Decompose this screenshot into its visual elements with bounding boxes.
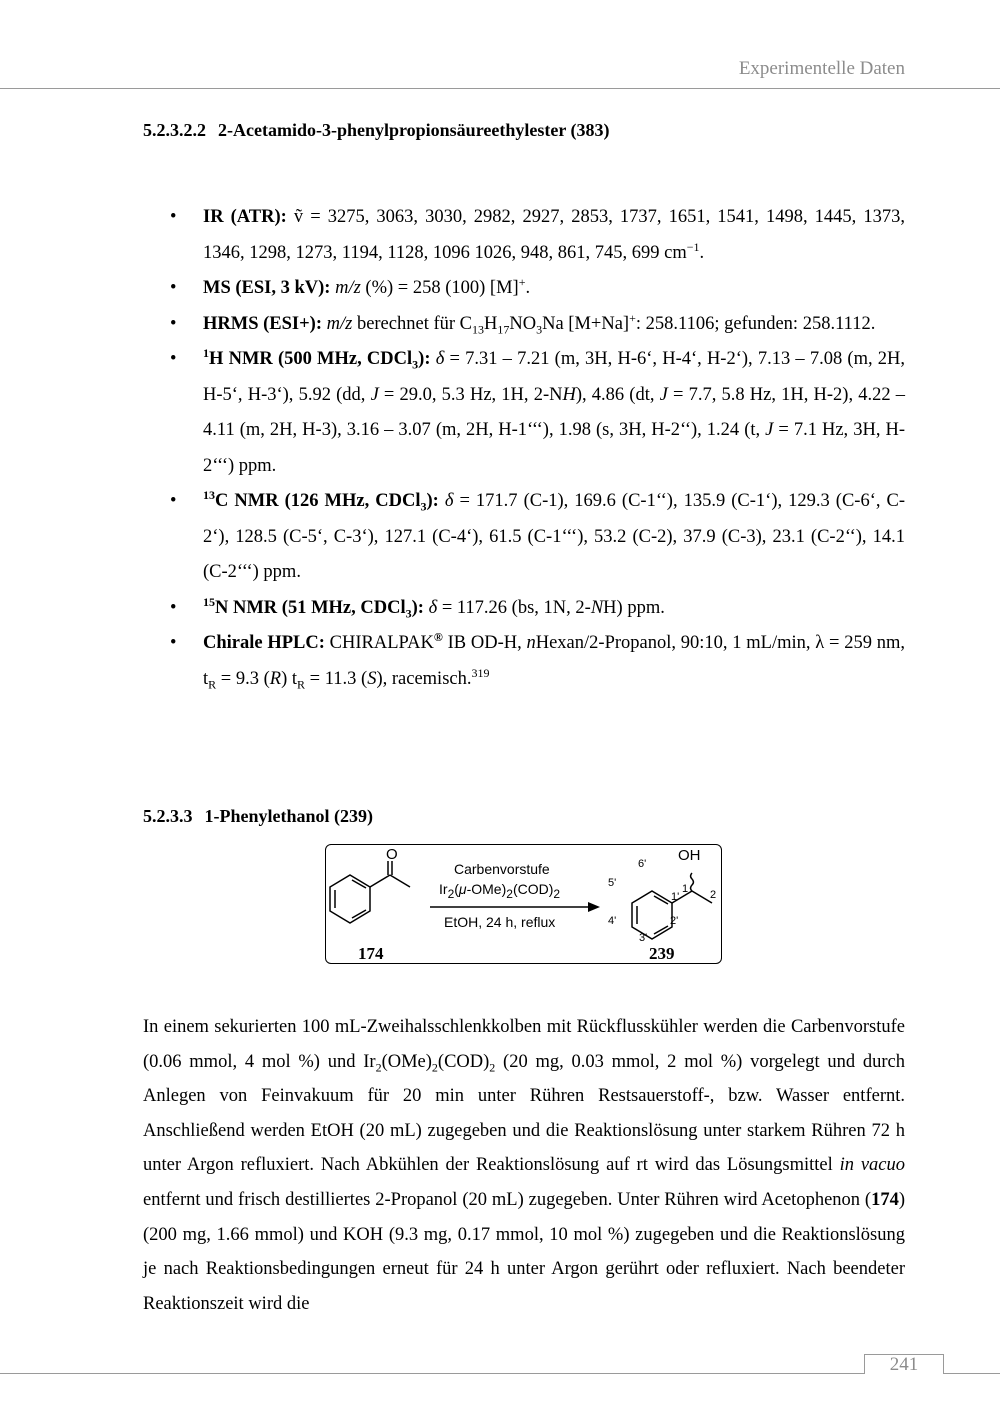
arrow-head — [588, 902, 600, 912]
procedure-paragraph: In einem sekurierten 100 mL-Zweihalsschlenkkolben mit Rückflusskühler werden die Carbenvorstufe (0.06 mmol, 4 mol %) und $Ir_2(OMe)_2(COD)_2$ (20 mg, 0.03 mmol, 2 mol %) vorgelegt und durch Anlegen von Feinvakuum für 20 min unter Rühren Restsauerstoff-, bzw. Wasser entfernt. Anschließend werden EtOH (20 mL) zugegeben und die Reaktionslösung unter starkem Rühren 72 h unter Argon refluxiert. Nach Abkühlen der Reaktionslösung auf rt wird das Lösungsmittel in vacuo entfernt und frisch destilliertes 2-Propanol (20 mL) zugegeben. Unter Rühren wird Acetophenon (174) (200 mg, 1.66 mmol) und KOH (9.3 mg, 0.17 mmol, 10 mol %) zugegeben und die Reaktionslösung je nach Reaktionsbedingungen erneut für 24 h unter Argon gerührt oder refluxiert. Nach beendeter Reaktionszeit wird die — [143, 1017, 906, 1314]
list-item-hrms: • HRMS (ESI+): m/z berechnet für $C_{13}H_{17}NO_3Na$ [M+Na]+: 258.1106; gefunden: 258.1112. — [143, 307, 905, 343]
list-item-h-nmr: • $^1$H NMR (500 MHz, CDCl$_3$): δ = 7.31 – 7.21 (m, 3H, H-6‘, H-4‘, H-2‘), 7.13 – 7.08 (m, 2H, H-5‘, H-3‘), 5.92 (dd, J = 29.0, 5.3 Hz, 1H, 2-NH), 4.86 (dt, J = 7.7, 5.8 Hz, 1H, H-2), 4.22 – 4.11 (m, 2H, H-3), 3.16 – 3.07 (m, 2H, H-1‘‘‘), 1.98 (s, 3H, H-2‘‘), 1.24 (t, J = 7.1 Hz, 3H, H-2‘‘‘) ppm. — [143, 342, 905, 484]
page-number-box — [864, 1354, 944, 1374]
section-title: 2-Acetamido-3-phenylpropionsäureethylester (383) — [218, 120, 610, 140]
position-label: 4' — [608, 915, 617, 927]
section-title: 1-Phenylethanol (239) — [204, 806, 373, 826]
position-label: 2' — [670, 915, 679, 927]
bullet-icon: • — [170, 633, 177, 653]
wavy-bond — [691, 873, 694, 891]
reaction-scheme — [325, 844, 722, 964]
benzene-ring-product — [632, 891, 672, 939]
list-item-ms: • MS (ESI, 3 kV): m/z (%) = 258 (100) [M]+. — [143, 271, 905, 307]
section-number: 5.2.3.2.2 — [143, 120, 206, 140]
oxygen-label: O — [386, 846, 398, 863]
catalyst-label: $Ir_2(\mu-OMe)_2(COD)_2$ — [439, 881, 561, 901]
header-rule — [0, 88, 1000, 89]
section-heading-239 — [143, 806, 373, 827]
bullet-icon: • — [170, 207, 177, 227]
running-header: Experimentelle Daten — [738, 58, 905, 79]
bullet-icon: • — [170, 597, 177, 618]
position-label: 1 — [682, 883, 689, 895]
bullet-icon: • — [170, 313, 177, 334]
list-item-n-nmr: • $^{15}$N NMR (51 MHz, CDCl$_3$): δ = 117.26 (bs, 1N, 2-NH) ppm. — [143, 591, 905, 627]
list-item-c-nmr: • $^{13}$C NMR (126 MHz, CDCl$_3$): δ = 171.7 (C-1), 169.6 (C-1‘‘), 135.9 (C-1‘), 129.3 (C-6‘, C-2‘), 128.5 (C-5‘, C-3‘), 127.1 (C-4‘), 61.5 (C-1‘‘‘), 53.2 (C-2), 37.9 (C-3), 23.1 (C-2‘‘), 14.1 (C-2‘‘‘) ppm. — [143, 484, 905, 591]
section-heading-383 — [143, 120, 609, 141]
reagent-label: Carbenvorstufe — [454, 861, 550, 877]
bullet-icon: • — [170, 491, 177, 511]
bullet-icon: • — [170, 349, 177, 369]
conditions-label: EtOH, 24 h, reflux — [444, 914, 556, 930]
characterization-list — [143, 200, 905, 697]
position-label: 3' — [639, 932, 648, 944]
reactant-number: 174 — [358, 944, 384, 963]
position-label: 6' — [638, 858, 647, 870]
bullet-icon: • — [170, 278, 177, 298]
footer-rule — [0, 1373, 864, 1374]
list-item-ir: • IR (ATR): ṽ = 3275, 3063, 3030, 2982, 2927, 2853, 1737, 1651, 1541, 1498, 1445, 1373, 1346, 1298, 1273, 1194, 1128, 1096 1026, 948, 861, 745, 699 $cm^{-1}$. — [143, 200, 905, 271]
section-number: 5.2.3.3 — [143, 806, 193, 826]
position-label: 5' — [608, 877, 617, 889]
hydroxyl-label: OH — [678, 847, 701, 864]
benzene-ring-reactant — [330, 875, 370, 923]
position-label: 2 — [710, 889, 717, 901]
position-label: 1' — [671, 891, 680, 903]
list-item-hplc: • Chirale HPLC: CHIRALPAK® IB OD-H, nHexan/2-Propanol, 90:10, 1 mL/min, λ = 259 nm, $t_R = 9.3$ (R) $t_R = 11.3$ (S), racemisch.$^{319}$ — [143, 626, 905, 697]
footer-rule — [943, 1373, 1000, 1374]
product-number: 239 — [649, 944, 675, 963]
page-number: 241 — [889, 1354, 919, 1375]
